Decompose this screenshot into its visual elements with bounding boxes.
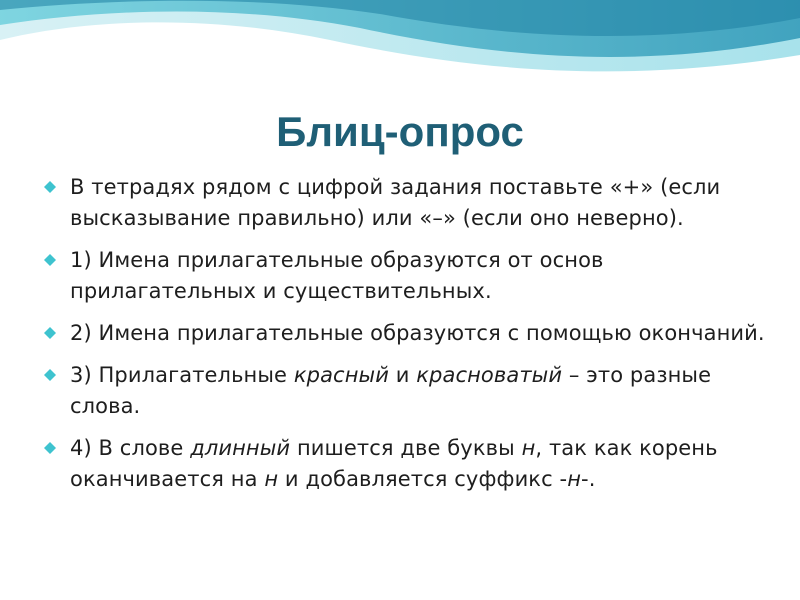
list-item: [42, 360, 782, 422]
list-item: [42, 245, 782, 307]
diamond-bullet-icon: [44, 327, 56, 333]
statement-text: 4) В слове длинный пишется две буквы н, так как корень оканчивается на н и добавляется суффикс -н-.: [70, 436, 718, 491]
statement-text: 3) Прилагательные красный и красноватый – это разные слова.: [70, 363, 712, 418]
list-item: [42, 318, 782, 349]
list-item: [42, 433, 782, 495]
statement-list: [42, 172, 782, 506]
diamond-bullet-icon: [44, 254, 56, 260]
diamond-bullet-icon: [44, 181, 56, 187]
statement-text: В тетрадях рядом с цифрой задания поставьте «+» (если высказывание правильно) или «–» (если оно неверно).: [70, 175, 721, 230]
statement-text: 2) Имена прилагательные образуются с помощью окончаний.: [70, 321, 765, 345]
statement-text: 1) Имена прилагательные образуются от основ прилагательных и существительных.: [70, 248, 604, 303]
diamond-bullet-icon: [44, 442, 56, 448]
slide-title: Блиц-опрос: [276, 108, 524, 155]
header-wave-decoration: [0, 0, 800, 110]
diamond-bullet-icon: [44, 369, 56, 375]
list-item: [42, 172, 782, 234]
